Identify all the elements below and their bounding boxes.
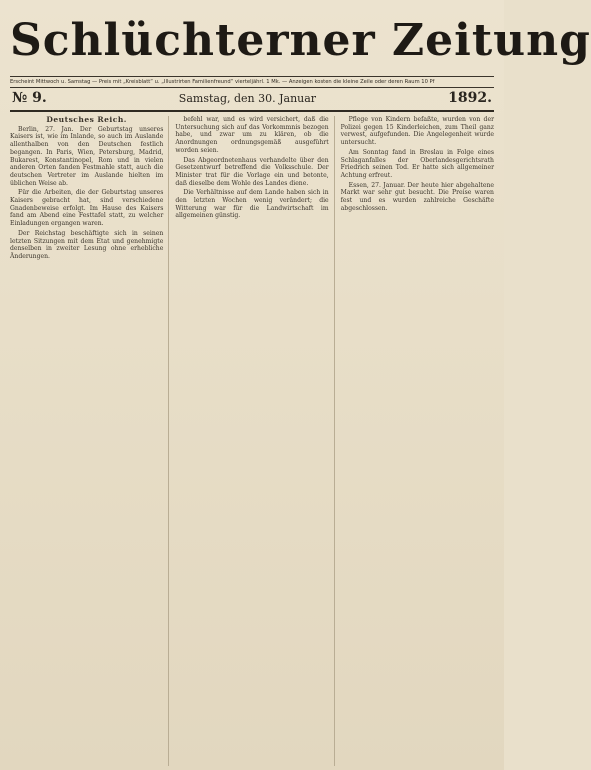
- article-paragraph: Berlin, 27. Jan. Der Geburtstag unseres Kaisers ist, wie im Inlande, so auch im Auslande allenthalben von den Deutschen festlich begangen. In Paris, Wien, Petersburg, Madrid, Bukarest, Konstantinopel, Rom und in vielen anderen Orten fanden Festmahle statt, auch die deutschen Vertreter im Auslande hielten im üblichen Weise ab.: [10, 125, 164, 187]
- publication-info: Erscheint Mittwoch u. Samstag — Preis mit „Kreisblatt“ u. „Illustrirten Familienfreund“ vierteljährl. 1 Mk. — Anzeigen kosten die kleine Zeile oder deren Raum 10 Pf: [10, 76, 494, 88]
- article-paragraph: Pflege von Kindern befaßte, wurden von der Polizei gegen 15 Kinderleichen, zum Theil ganz verwest, aufgefunden. Die Angelegenheit wurde untersucht.: [340, 116, 494, 147]
- article-paragraph: befehl war, und es wird versichert, daß die Untersuchung sich auf das Vorkommnis bezogen habe, und zwar um zu klären, ob die Anordnungen ordnungsgemäß ausgeführt worden seien.: [175, 116, 329, 154]
- section-heading: Deutsches Reich.: [46, 115, 127, 124]
- column-2: [175, 116, 334, 766]
- article-paragraph: Am Sonntag fand in Breslau in Folge eines Schlaganfalles der Oberlandesgerichtsrath Friedrich seinen Tod. Er hatte sich allgemeiner Achtung erfreut.: [340, 148, 494, 179]
- column-3: [341, 116, 494, 766]
- article-paragraph: Die Verhältnisse auf dem Lande haben sich in den letzten Wochen wenig verändert; die Witterung war für die Landwirtschaft im allgemeinen günstig.: [175, 189, 329, 220]
- issue-year: 1892.: [448, 90, 492, 106]
- dateline: [10, 88, 494, 112]
- issue-date: Samstag, den 30. Januar: [178, 92, 317, 105]
- newspaper-title: Schlüchterner Zeitung: [10, 15, 591, 66]
- article-columns: [10, 116, 494, 766]
- issue-number: № 9.: [12, 90, 47, 106]
- article-paragraph: Das Abgeordnetenhaus verhandelte über den Gesetzentwurf betreffend die Volksschule. Der Minister trat für die Vorlage ein und betonte, daß dieselbe dem Wohle des Landes diene.: [175, 156, 329, 187]
- article-paragraph: Für die Arbeiten, die der Geburtstag unseres Kaisers gebracht hat, sind verschiedene Gnadenbeweise erfolgt. Im Hause des Kaisers fand am Abend eine Festtafel statt, zu welcher Einladungen ergangen waren.: [10, 189, 164, 228]
- article-paragraph: Der Reichstag beschäftigte sich in seinen letzten Sitzungen mit dem Etat und genehmigte denselben in zweiter Lesung ohne erhebliche Änderungen.: [10, 229, 164, 260]
- article-paragraph: Essen, 27. Januar. Der heute hier abgehaltene Markt war sehr gut besucht. Die Preise waren fest und es wurden zahlreiche Geschäfte abgeschlossen.: [340, 181, 494, 212]
- column-1: [10, 116, 169, 766]
